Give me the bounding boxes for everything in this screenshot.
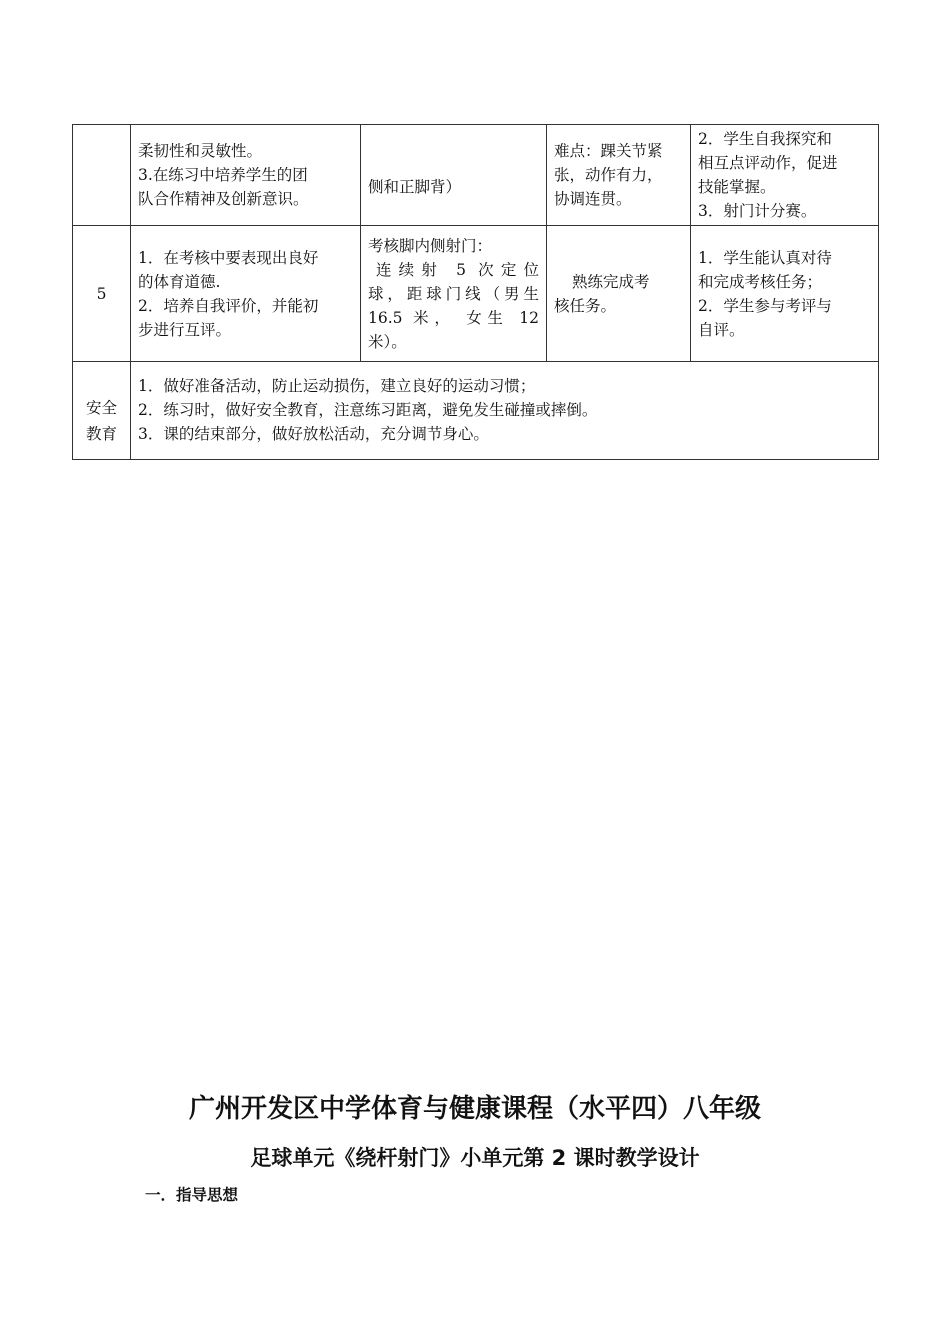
methods-cell — [691, 125, 879, 226]
safety-row — [73, 362, 879, 460]
difficulty-line: 核任务。 — [554, 296, 617, 315]
methods-line: 2．学生自我探究和 — [698, 130, 832, 148]
safety-label: 安全 — [85, 398, 117, 417]
objectives-cell — [131, 226, 361, 362]
difficulty-line: 协调连贯。 — [554, 190, 632, 208]
methods-cell — [691, 226, 879, 362]
lesson-number-cell — [73, 125, 131, 226]
section-heading: 一．指导思想 — [145, 1186, 239, 1204]
content-line: 侧和正脚背） — [368, 178, 462, 196]
difficulty-cell — [547, 226, 691, 362]
document-title: 广州开发区中学体育与健康课程（水平四）八年级 — [188, 1094, 761, 1124]
safety-label: 教育 — [85, 424, 117, 443]
content-line: 米）。 — [368, 332, 407, 351]
objectives-line: 柔韧性和灵敏性。 — [138, 142, 263, 160]
objectives-line: 的体育道德. — [138, 272, 221, 291]
content-line: 球，距球门线（男生 — [368, 284, 539, 303]
objectives-line: 2．培养自我评价，并能初 — [138, 296, 319, 315]
methods-line: 2．学生参与考评与 — [698, 296, 832, 315]
lesson-number-cell: 5 — [73, 226, 131, 362]
content-line: 考核脚内侧射门： — [368, 236, 493, 255]
methods-line: 相互点评动作，促进 — [698, 154, 838, 172]
table-row — [73, 226, 879, 362]
difficulty-cell — [547, 125, 691, 226]
content-cell — [361, 125, 547, 226]
safety-item: 3．课的结束部分，做好放松活动，充分调节身心。 — [138, 425, 489, 443]
difficulty-line: 张，动作有力， — [554, 166, 663, 184]
difficulty-line: 难点：踝关节紧 — [554, 142, 663, 160]
content-line: 连续射 5 次定位 — [376, 260, 539, 279]
methods-line: 技能掌握。 — [698, 178, 776, 196]
content-cell — [361, 226, 547, 362]
objectives-line: 步进行互评。 — [138, 320, 232, 339]
safety-label-cell — [73, 362, 131, 460]
methods-line: 自评。 — [698, 320, 745, 339]
content-line: 16.5 米， 女生 12 — [368, 308, 539, 327]
methods-line: 和完成考核任务； — [698, 272, 823, 291]
objectives-line: 队合作精神及创新意识。 — [138, 190, 309, 208]
objectives-cell — [131, 125, 361, 226]
difficulty-line: 熟练完成考 — [572, 272, 650, 291]
safety-content-cell — [131, 362, 879, 460]
objectives-line: 1．在考核中要表现出良好 — [138, 248, 319, 267]
lesson-plan-table — [72, 124, 879, 460]
document-subtitle: 足球单元《绕杆射门》小单元第 2 课时教学设计 — [250, 1146, 700, 1170]
objectives-line: 3.在练习中培养学生的团 — [138, 166, 308, 184]
safety-item: 2．练习时，做好安全教育，注意练习距离，避免发生碰撞或摔倒。 — [138, 401, 598, 419]
safety-item: 1．做好准备活动，防止运动损伤，建立良好的运动习惯； — [138, 377, 536, 395]
table-row — [73, 125, 879, 226]
methods-line: 1．学生能认真对待 — [698, 248, 832, 267]
methods-line: 3．射门计分赛。 — [698, 202, 817, 220]
